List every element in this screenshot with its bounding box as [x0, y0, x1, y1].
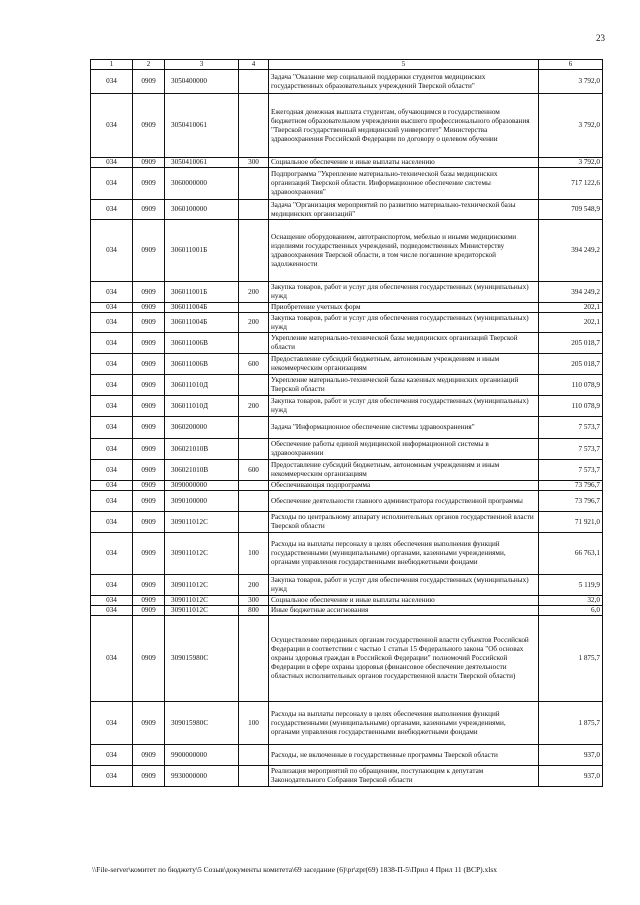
table-cell: 0909 [133, 375, 165, 396]
table-cell: 0909 [133, 200, 165, 220]
table-row [91, 313, 603, 333]
table-cell: 309011012С [165, 596, 239, 606]
table-cell: Расходы по центральному аппарату исполнительных органов государственной власти Тверской области [269, 512, 539, 533]
table-cell: 0909 [133, 766, 165, 787]
table-cell: 3060200000 [165, 417, 239, 439]
table-cell: 73 796,7 [539, 481, 603, 491]
table-cell: 7 573,7 [539, 460, 603, 481]
table-cell: 034 [91, 766, 133, 787]
table-cell: 0909 [133, 460, 165, 481]
table-cell: 0909 [133, 481, 165, 491]
table-cell: 71 921,0 [539, 512, 603, 533]
table-cell: 0909 [133, 512, 165, 533]
table-cell: 034 [91, 481, 133, 491]
table-cell [239, 417, 269, 439]
table-cell: Иные бюджетные ассигнования [269, 606, 539, 616]
table-row [91, 158, 603, 168]
table-cell: 309015980С [165, 616, 239, 702]
table-cell: 100 [239, 702, 269, 745]
table-cell: 66 763,1 [539, 533, 603, 575]
table-cell [239, 375, 269, 396]
table-cell: 0909 [133, 575, 165, 596]
table-cell: Обеспечение работы единой медицинской информационной системы в здравоохранении [269, 439, 539, 460]
table-cell: Оснащение оборудованием, автотранспортом, мебелью и иными медицинскими изделиями государственных учреждений, подведомственных Министерству здравоохранения Тверской области, в том числе погашение кредиторской задолженности [269, 220, 539, 282]
table-cell: 202,1 [539, 303, 603, 313]
table-cell [239, 70, 269, 94]
table-cell: 0909 [133, 168, 165, 200]
column-header: 5 [269, 60, 539, 70]
table-cell: 3090000000 [165, 481, 239, 491]
table-cell: Закупка товаров, работ и услуг для обеспечения государственных (муниципальных) нужд [269, 313, 539, 333]
table-header-row [91, 60, 603, 70]
table-cell: 0909 [133, 333, 165, 354]
table-row [91, 745, 603, 766]
table-cell: 0909 [133, 745, 165, 766]
table-cell [239, 333, 269, 354]
table-cell: 394 249,2 [539, 220, 603, 282]
table-row [91, 766, 603, 787]
table-cell: Расходы на выплаты персоналу в целях обеспечения выполнения функций государственными (муниципальными) органами, казенными учреждениями, органами управления государственными внебюджетными фондами [269, 702, 539, 745]
table-cell: 034 [91, 596, 133, 606]
table-cell: 0909 [133, 417, 165, 439]
table-cell: 034 [91, 616, 133, 702]
table-cell: 0909 [133, 313, 165, 333]
table-cell: 0909 [133, 303, 165, 313]
column-header: 1 [91, 60, 133, 70]
table-cell [239, 512, 269, 533]
table-cell: Реализация мероприятий по обращениям, поступающим к депутатам Законодательного Собрания Тверской области [269, 766, 539, 787]
table-cell: 034 [91, 333, 133, 354]
table-row [91, 70, 603, 94]
table-row [91, 94, 603, 158]
table-cell: Обеспечивающая подпрограмма [269, 481, 539, 491]
table-cell: 205 018,7 [539, 333, 603, 354]
table-cell: 034 [91, 354, 133, 375]
table-row [91, 533, 603, 575]
table-cell: Расходы на выплаты персоналу в целях обеспечения выполнения функций государственными (муниципальными) органами, казенными учреждениями, органами управления государственными внебюджетными фондами [269, 533, 539, 575]
table-cell: 3 792,0 [539, 94, 603, 158]
table-cell: Предоставление субсидий бюджетным, автономным учреждениям и иным некоммерческим организациям [269, 354, 539, 375]
table-cell: 309015980С [165, 702, 239, 745]
table-cell: Ежегодная денежная выплата студентам, обучающимся в государственном бюджетном образовательном учреждении высшего профессионального образования "Тверской государственный медицинский университет" Министерства здравоохранения Российской Федерации по договору о целевом обучении [269, 94, 539, 158]
table-cell: 306021010В [165, 439, 239, 460]
table-cell: 306021010В [165, 460, 239, 481]
table-cell: 034 [91, 606, 133, 616]
table-body [91, 70, 603, 787]
table-cell: 394 249,2 [539, 282, 603, 303]
table-cell: 200 [239, 575, 269, 596]
table-cell: 309011012С [165, 606, 239, 616]
table-cell: 3050400000 [165, 70, 239, 94]
table-cell: 0909 [133, 596, 165, 606]
table-cell [239, 94, 269, 158]
table-cell: 034 [91, 417, 133, 439]
table-cell: 309011012С [165, 512, 239, 533]
table-cell: 034 [91, 439, 133, 460]
table-cell: 309011012С [165, 575, 239, 596]
table-row [91, 702, 603, 745]
table-cell: Задача "Информационное обеспечение системы здравоохранения" [269, 417, 539, 439]
table-cell: 034 [91, 168, 133, 200]
column-header: 4 [239, 60, 269, 70]
table-cell: 937,0 [539, 766, 603, 787]
table-cell: 3 792,0 [539, 158, 603, 168]
table-cell: Укрепление материально-технической базы казенных медицинских организаций Тверской области [269, 375, 539, 396]
table-cell [239, 766, 269, 787]
table-cell: 1 875,7 [539, 702, 603, 745]
table-row [91, 168, 603, 200]
table-cell: 034 [91, 512, 133, 533]
table-cell: 110 078,9 [539, 375, 603, 396]
table-cell: 0909 [133, 702, 165, 745]
table-cell: Осуществление переданных органам государственной власти субъектов Российской Федерации в соответствии с частью 1 статьи 15 Федерального закона "Об основах охраны здоровья граждан в Российской Федерации" полномочий Российской Федерации в сфере охраны здоровья (финансовое обеспечение деятельности областных исполнительных органов государственной власти Тверской области) [269, 616, 539, 702]
table-cell: Приобретение учетных форм [269, 303, 539, 313]
table-cell: 205 018,7 [539, 354, 603, 375]
table-cell [239, 220, 269, 282]
table-row [91, 354, 603, 375]
table-cell: 306011006В [165, 333, 239, 354]
table-cell: 6,0 [539, 606, 603, 616]
table-cell: 034 [91, 70, 133, 94]
table-cell: Задача "Оказание мер социальной поддержки студентов медицинских государственных образовательных учреждений Тверской области" [269, 70, 539, 94]
table-cell: 937,0 [539, 745, 603, 766]
table-row [91, 220, 603, 282]
table-cell: 309011012С [165, 533, 239, 575]
table-cell: 0909 [133, 616, 165, 702]
table-cell: 110 078,9 [539, 396, 603, 417]
table-cell: 200 [239, 282, 269, 303]
table-cell: 3 792,0 [539, 70, 603, 94]
table-cell: 034 [91, 303, 133, 313]
table-cell: 034 [91, 491, 133, 512]
table-row [91, 375, 603, 396]
table-cell [239, 303, 269, 313]
table-cell: 034 [91, 575, 133, 596]
table-cell: Подпрограмма "Укрепление материально-технической базы медицинских организаций Тверской области. Информационное обеспечение системы здравоохранения" [269, 168, 539, 200]
table-cell: 300 [239, 596, 269, 606]
table-cell: 034 [91, 460, 133, 481]
table-cell: 034 [91, 200, 133, 220]
table-cell: 600 [239, 460, 269, 481]
table-cell: 0909 [133, 94, 165, 158]
table-cell: 300 [239, 158, 269, 168]
table-cell: 306011010Д [165, 396, 239, 417]
table-cell: 5 119,9 [539, 575, 603, 596]
table-cell: 034 [91, 282, 133, 303]
table-row [91, 512, 603, 533]
table-cell: 306011001Б [165, 282, 239, 303]
table-row [91, 200, 603, 220]
table-cell: 3060000000 [165, 168, 239, 200]
table-cell: 200 [239, 313, 269, 333]
table-cell: 3090100000 [165, 491, 239, 512]
table-cell: 306011001Б [165, 220, 239, 282]
table-cell: 600 [239, 354, 269, 375]
table-cell: 73 796,7 [539, 491, 603, 512]
table-cell [239, 200, 269, 220]
table-row [91, 481, 603, 491]
table-row [91, 575, 603, 596]
table-cell: Социальное обеспечение и иные выплаты населению [269, 596, 539, 606]
table-row [91, 282, 603, 303]
table-row [91, 460, 603, 481]
table-cell: Социальное обеспечение и иные выплаты населению [269, 158, 539, 168]
file-path-footer: \\File-server\комитет по бюджету\5 Созыв\документы комитета\69 заседание (6)\pr\zpr(69) 1838-П-5\Прил 4 Прил 11 (ВСР).xlsx [92, 865, 498, 874]
table-cell: 0909 [133, 158, 165, 168]
table-cell: 0909 [133, 354, 165, 375]
table-cell [239, 745, 269, 766]
table-cell: 200 [239, 396, 269, 417]
table-cell: 034 [91, 220, 133, 282]
table-cell: 3050410061 [165, 158, 239, 168]
table-row [91, 491, 603, 512]
table-cell: Задача "Организация мероприятий по развитию материально-технической базы медицинских организаций" [269, 200, 539, 220]
table-cell [239, 168, 269, 200]
table-cell: 034 [91, 158, 133, 168]
table-cell: 0909 [133, 70, 165, 94]
table-cell [239, 439, 269, 460]
table-cell: 3060100000 [165, 200, 239, 220]
table-row [91, 417, 603, 439]
table-cell: Закупка товаров, работ и услуг для обеспечения государственных (муниципальных) нужд [269, 575, 539, 596]
table-row [91, 439, 603, 460]
table-cell [239, 491, 269, 512]
table-cell: 202,1 [539, 313, 603, 333]
table-cell: Закупка товаров, работ и услуг для обеспечения государственных (муниципальных) нужд [269, 282, 539, 303]
table-cell: Обеспечение деятельности главного администратора государственной программы [269, 491, 539, 512]
table-cell: 3050410061 [165, 94, 239, 158]
table-cell: 709 548,9 [539, 200, 603, 220]
table-cell: 9900000000 [165, 745, 239, 766]
table-cell: 32,0 [539, 596, 603, 606]
table-cell: 0909 [133, 491, 165, 512]
table-cell: 7 573,7 [539, 417, 603, 439]
table-cell: 034 [91, 533, 133, 575]
table-cell: 306011010Д [165, 375, 239, 396]
table-row [91, 396, 603, 417]
table-cell: Укрепление материально-технической базы медицинских организаций Тверской области [269, 333, 539, 354]
table-cell: 034 [91, 396, 133, 417]
table-cell: Предоставление субсидий бюджетным, автономным учреждениям и иным некоммерческим организациям [269, 460, 539, 481]
table-cell: 306011006В [165, 354, 239, 375]
table-cell: 1 875,7 [539, 616, 603, 702]
column-header: 6 [539, 60, 603, 70]
table-row [91, 596, 603, 606]
table-cell: 717 122,6 [539, 168, 603, 200]
table-cell: 0909 [133, 282, 165, 303]
table-cell: 306011004Б [165, 303, 239, 313]
table-cell: 0909 [133, 220, 165, 282]
column-header: 2 [133, 60, 165, 70]
table-cell: 306011004Б [165, 313, 239, 333]
table-cell: 7 573,7 [539, 439, 603, 460]
table-cell [239, 616, 269, 702]
budget-table [90, 59, 603, 787]
table-row [91, 616, 603, 702]
table-row [91, 303, 603, 313]
column-header: 3 [165, 60, 239, 70]
table-cell: 0909 [133, 606, 165, 616]
table-row [91, 606, 603, 616]
table-cell: 034 [91, 313, 133, 333]
table-cell: Расходы, не включенные в государственные программы Тверской области [269, 745, 539, 766]
table-cell: 0909 [133, 533, 165, 575]
page-number: 23 [596, 33, 605, 43]
table-cell: 034 [91, 375, 133, 396]
table-cell: 100 [239, 533, 269, 575]
table-cell: 034 [91, 745, 133, 766]
table-cell: 0909 [133, 439, 165, 460]
table-cell [239, 481, 269, 491]
table-cell: 800 [239, 606, 269, 616]
table-cell: 034 [91, 94, 133, 158]
table-row [91, 333, 603, 354]
table-cell: 9930000000 [165, 766, 239, 787]
table-cell: 0909 [133, 396, 165, 417]
table-cell: 034 [91, 702, 133, 745]
table-cell: Закупка товаров, работ и услуг для обеспечения государственных (муниципальных) нужд [269, 396, 539, 417]
